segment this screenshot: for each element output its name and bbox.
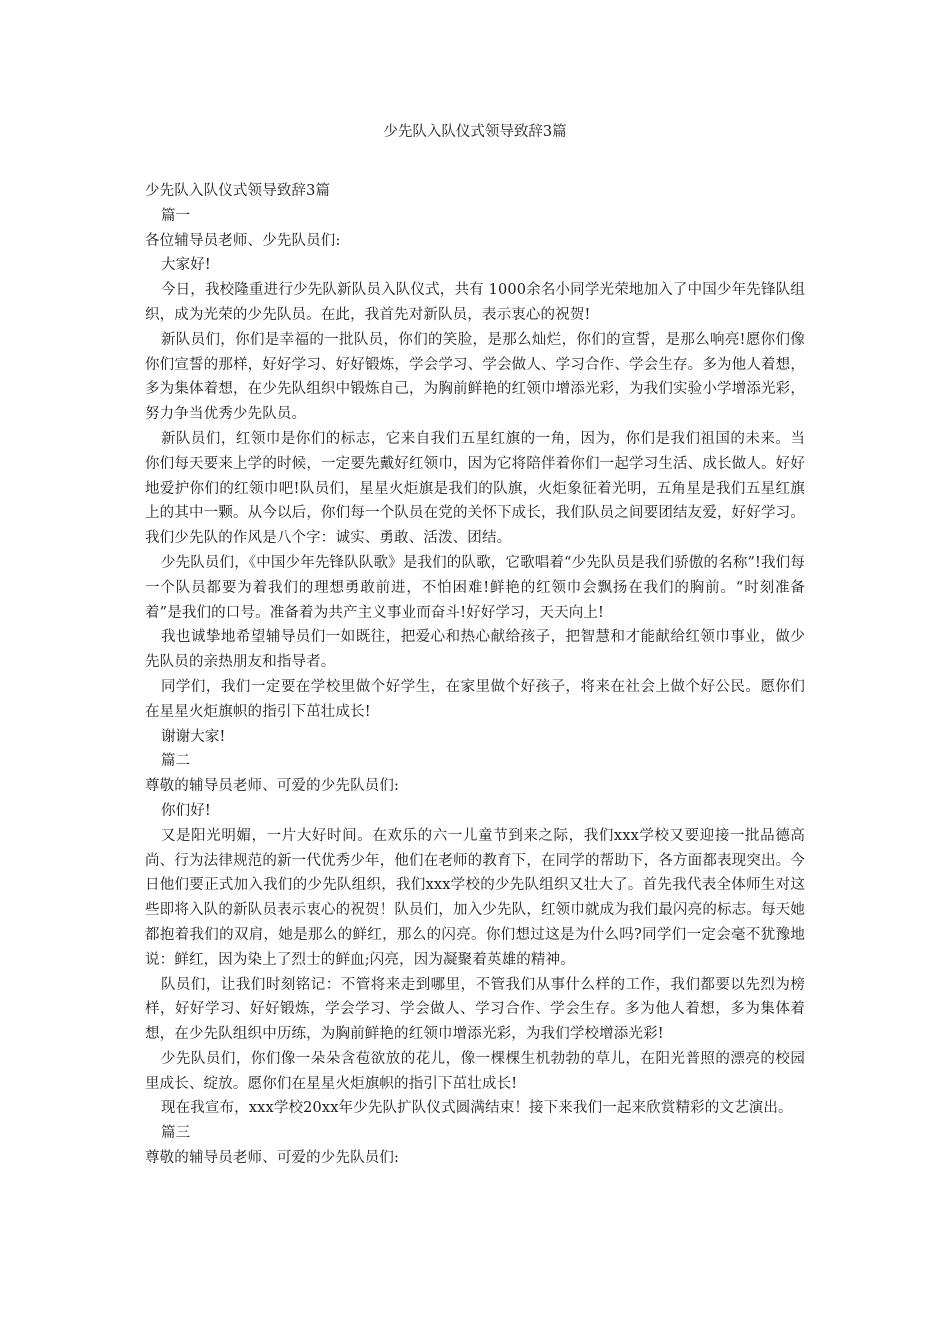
- paragraph: 又是阳光明媚，一片大好时间。在欢乐的六一儿童节到来之际，我们xxx学校又要迎接一批品德高尚、行为法律规范的新一代优秀少年，他们在老师的教育下，在同学的帮助下，各方面都表现突出。今日他们要正式加入我们的少先队组织，我们xxx学校的少先队组织又壮大了。首先我代表全体师生对这些即将入队的新队员表示衷心的祝贺！队员们，加入少先队，红领巾就成为我们最闪亮的标志。每天她都抱着我们的双肩，她是那么的鲜红，那么的闪亮。你们想过这是为什么吗?同学们一定会毫不犹豫地说：鲜红，因为染上了烈士的鲜血;闪亮，因为凝聚着英雄的精神。: [145, 827, 805, 968]
- paragraph: 少先队入队仪式领导致辞3篇: [145, 183, 331, 199]
- paragraph: 现在我宣布，xxx学校20xx年少先队扩队仪式圆满结束！接下来我们一起来欣赏精彩的文艺演出。: [160, 1100, 793, 1117]
- paragraph: 少先队员们，《中国少年先锋队队歌》是我们的队歌，它歌唱着“少先队员是我们骄傲的名称”!我们每一个队员都要为着我们的理想勇敢前进，不怕困难!鲜艳的红领巾会飘扬在我们的胸前。“时刻准备着”是我们的口号。准备着为共产主义事业而奋斗!好好学习，天天向上!: [145, 554, 805, 621]
- paragraph: 少先队员们，你们像一朵朵含苞欲放的花儿，像一棵棵生机勃勃的草儿，在阳光普照的漂亮的校园里成长、绽放。愿你们在星星火炬旗帜的指引下茁壮成长!: [145, 1050, 805, 1092]
- paragraph: 谢谢大家!: [160, 728, 226, 745]
- paragraph: 新队员们，你们是幸福的一批队员，你们的笑脸，是那么灿烂，你们的宣誓，是那么响亮!愿你们像你们宣誓的那样，好好学习、好好锻炼，学会学习、学会做人、学习合作、学会生存。多为他人着想，多为集体着想，在少先队组织中锻炼自己，为胸前鲜艳的红领巾增添光彩，为我们实验小学增添光彩，努力争当优秀少先队员。: [145, 331, 805, 423]
- paragraph: 各位辅导员老师、少先队员们:: [145, 232, 341, 249]
- document-body: [145, 179, 805, 1171]
- paragraph: 篇二: [160, 753, 191, 770]
- document-page: [145, 120, 805, 1171]
- document-title: 少先队入队仪式领导致辞3篇: [383, 124, 567, 140]
- paragraph: 我也诚挚地希望辅导员们一如既往，把爱心和热心献给孩子，把智慧和才能献给红领巾事业，做少先队员的亲热朋友和指导者。: [145, 629, 805, 671]
- paragraph: 同学们，我们一定要在学校里做个好学生，在家里做个好孩子，将来在社会上做个好公民。愿你们在星星火炬旗帜的指引下茁壮成长!: [145, 678, 805, 720]
- paragraph: 队员们，让我们时刻铭记：不管将来走到哪里，不管我们从事什么样的工作，我们都要以先烈为榜样，好好学习、好好锻炼，学会学习、学会做人、学习合作、学会生存。多为他人着想，多为集体着想，在少先队组织中历练，为胸前鲜艳的红领巾增添光彩，为我们学校增添光彩!: [145, 976, 805, 1043]
- paragraph: 篇三: [160, 1125, 191, 1142]
- paragraph: 篇一: [160, 207, 191, 224]
- paragraph: 新队员们，红领巾是你们的标志，它来自我们五星红旗的一角，因为，你们是我们祖国的未来。当你们每天要来上学的时候，一定要先戴好红领巾，因为它将陪伴着你们一起学习生活、成长做人。好好地爱护你们的红领巾吧!队员们，星星火炬旗是我们的队旗，火炬象征着光明，五角星是我们五星红旗上的其中一颗。从今以后，你们每一个队员在党的关怀下成长，我们队员之间要团结友爱，好好学习。我们少先队的作风是八个字：诚实、勇敢、活泼、团结。: [145, 430, 805, 547]
- paragraph: 今日，我校隆重进行少先队新队员入队仪式，共有 1000余名小同学光荣地加入了中国少年先锋队组织，成为光荣的少先队员。在此，我首先对新队员，表示衷心的祝贺!: [145, 282, 805, 323]
- paragraph: 大家好!: [160, 257, 211, 274]
- paragraph: 尊敬的辅导员老师、可爱的少先队员们:: [145, 778, 400, 795]
- paragraph: 尊敬的辅导员老师、可爱的少先队员们:: [145, 1150, 400, 1167]
- paragraph: 你们好!: [160, 802, 211, 819]
